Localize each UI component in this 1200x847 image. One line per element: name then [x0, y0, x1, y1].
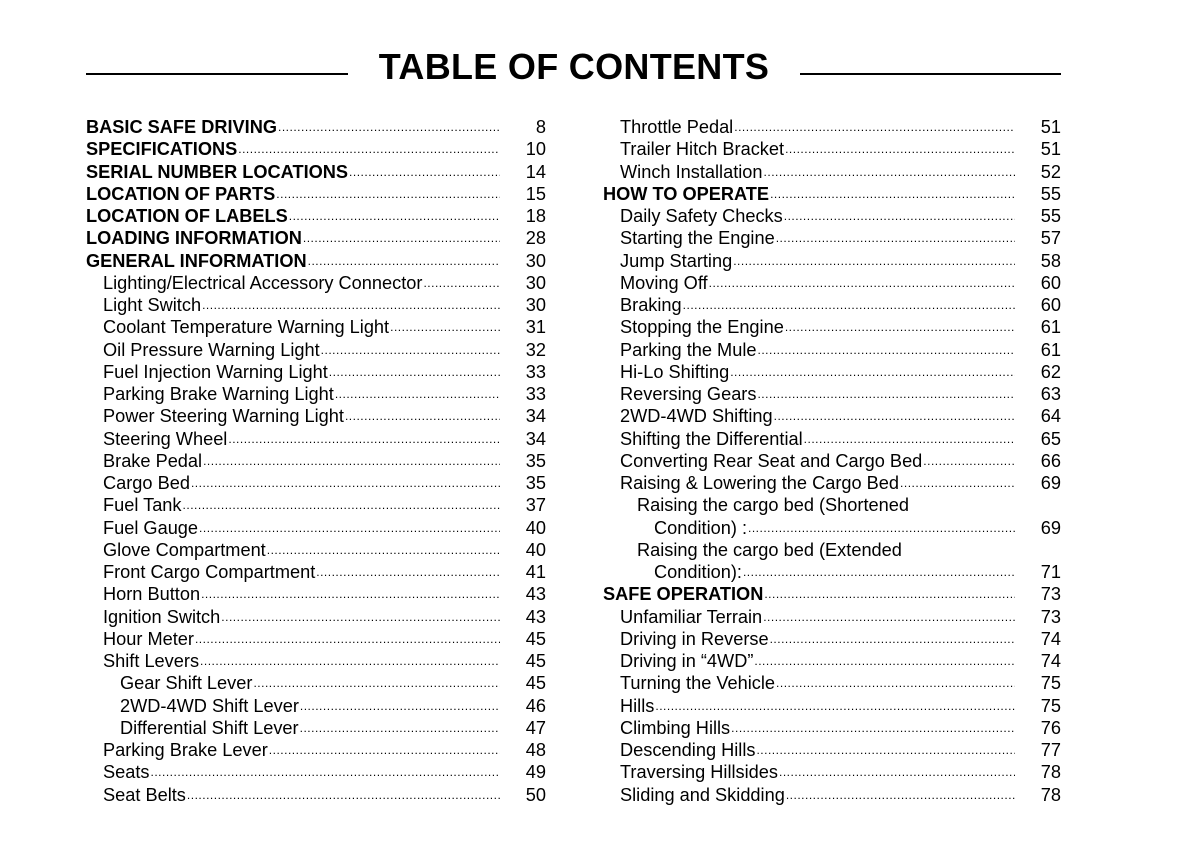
dot-leader	[345, 403, 500, 427]
toc-page-number: 58	[1040, 250, 1061, 271]
toc-entry-label: SAFE OPERATION	[603, 584, 764, 605]
toc-entry[interactable]	[603, 361, 1061, 383]
dot-leader	[770, 181, 1015, 205]
dot-leader	[785, 314, 1015, 338]
toc-page-number: 14	[525, 161, 546, 182]
dot-leader	[276, 181, 500, 205]
toc-page-number: 47	[525, 717, 546, 738]
toc-entry-label: 2WD-4WD Shifting	[620, 406, 773, 427]
dot-leader	[300, 693, 500, 717]
dot-leader	[187, 782, 500, 806]
toc-entry-label: Fuel Gauge	[103, 517, 199, 538]
toc-entry[interactable]	[603, 450, 1061, 472]
dot-leader	[183, 492, 500, 516]
toc-page-number: 61	[1040, 339, 1061, 360]
toc-entry[interactable]	[603, 294, 1061, 316]
toc-entry-label: LOADING INFORMATION	[86, 228, 302, 249]
toc-page-number: 52	[1040, 161, 1061, 182]
toc-entry-label: Sliding and Skidding	[620, 784, 785, 805]
toc-page-number: 63	[1040, 384, 1061, 404]
toc-entry-label: Lighting/Electrical Accessory Connector	[103, 272, 423, 293]
toc-page-number: 60	[1040, 295, 1061, 315]
toc-entry-label: Climbing Hills	[620, 717, 731, 738]
dot-leader	[316, 559, 500, 583]
toc-entry-label: Coolant Temperature Warning Light	[103, 317, 390, 338]
toc-entry[interactable]	[603, 628, 1061, 650]
toc-page-number: 40	[525, 517, 546, 538]
toc-header	[0, 40, 1200, 104]
toc-entry[interactable]	[603, 494, 1061, 516]
toc-page-number: 57	[1040, 228, 1061, 249]
toc-page-number: 78	[1040, 784, 1061, 805]
toc-entry-label: GENERAL INFORMATION	[86, 250, 307, 271]
toc-page-number: 78	[1040, 762, 1061, 783]
toc-page-number: 66	[1040, 450, 1061, 471]
toc-entry-label: Seat Belts	[103, 784, 186, 805]
toc-entry[interactable]	[86, 361, 546, 383]
toc-page-number: 61	[1040, 317, 1061, 338]
toc-entry-label: HOW TO OPERATE	[603, 183, 770, 204]
toc-entry[interactable]	[603, 339, 1061, 361]
toc-entry-label: SPECIFICATIONS	[86, 139, 238, 160]
dot-leader	[201, 581, 500, 605]
toc-entry[interactable]	[603, 717, 1061, 739]
toc-entry-label: SERIAL NUMBER LOCATIONS	[86, 161, 349, 182]
title-rule-left	[86, 73, 348, 75]
toc-page-number: 69	[1040, 517, 1061, 538]
toc-entry-label: Brake Pedal	[103, 450, 203, 471]
toc-entry[interactable]	[86, 383, 546, 405]
toc-entry[interactable]	[86, 428, 546, 450]
toc-entry-label: Stopping the Engine	[620, 317, 784, 338]
toc-section-entry[interactable]	[603, 583, 1061, 605]
dot-leader	[238, 136, 500, 160]
toc-entry[interactable]	[603, 761, 1061, 783]
toc-entry[interactable]	[86, 472, 546, 494]
dot-leader	[655, 693, 1015, 717]
title-rule-right	[800, 73, 1061, 75]
toc-page-number: 43	[525, 584, 546, 605]
toc-entry-label: Parking the Mule	[620, 339, 757, 360]
dot-leader	[784, 203, 1015, 227]
toc-page-number: 64	[1040, 406, 1061, 427]
dot-leader	[199, 515, 500, 539]
toc-entry-label: Turning the Vehicle	[620, 673, 776, 694]
toc-page-number: 30	[525, 295, 546, 315]
dot-leader	[267, 537, 500, 561]
toc-entry-label: Hills	[620, 695, 655, 716]
dot-leader	[335, 381, 500, 405]
toc-page-number: 31	[525, 317, 546, 338]
toc-entry[interactable]	[603, 561, 1061, 583]
dot-leader	[202, 292, 500, 316]
toc-section-entry[interactable]	[86, 227, 546, 249]
toc-entry-label: Converting Rear Seat and Cargo Bed	[620, 450, 923, 471]
toc-entry-label: Moving Off	[620, 272, 708, 293]
dot-leader	[756, 737, 1015, 761]
toc-entry[interactable]	[86, 784, 546, 806]
dot-leader	[269, 737, 500, 761]
toc-entry-label: Descending Hills	[620, 740, 756, 760]
toc-entry[interactable]	[603, 205, 1061, 227]
toc-entry-label: Parking Brake Lever	[103, 740, 268, 760]
toc-entry[interactable]	[86, 739, 546, 761]
toc-entry-label: Shift Levers	[103, 651, 200, 671]
toc-section-entry[interactable]	[86, 183, 546, 205]
dot-leader	[743, 559, 1015, 583]
toc-entry[interactable]	[603, 138, 1061, 160]
toc-entry-label: Traversing Hillsides	[620, 762, 779, 783]
toc-page-number: 71	[1040, 562, 1061, 582]
toc-entry[interactable]	[603, 316, 1061, 338]
dot-leader	[390, 314, 500, 338]
toc-entry-label: Front Cargo Compartment	[103, 562, 316, 582]
toc-entry[interactable]	[603, 272, 1061, 294]
toc-entry-label: Unfamiliar Terrain	[620, 606, 763, 627]
page-title: TABLE OF CONTENTS	[378, 46, 770, 87]
toc-page-number: 73	[1040, 584, 1061, 605]
toc-entry-label: Seats	[103, 762, 150, 783]
toc-entry[interactable]	[603, 161, 1061, 183]
toc-page-number: 51	[1040, 117, 1061, 137]
dot-leader	[754, 648, 1015, 672]
toc-entry[interactable]	[86, 672, 546, 694]
toc-page-number: 45	[525, 651, 546, 671]
dot-leader	[151, 759, 500, 783]
toc-section-entry[interactable]	[86, 116, 546, 138]
toc-entry[interactable]	[86, 583, 546, 605]
toc-entry[interactable]	[86, 339, 546, 361]
toc-page-number: 74	[1040, 651, 1061, 671]
dot-leader	[776, 670, 1015, 694]
toc-page-number: 62	[1040, 361, 1061, 382]
toc-page-number: 73	[1040, 606, 1061, 627]
toc-page-number: 8	[535, 117, 546, 137]
dot-leader	[757, 381, 1015, 405]
toc-section-entry[interactable]	[86, 250, 546, 272]
toc-entry-label: Ignition Switch	[103, 606, 221, 627]
dot-leader	[776, 225, 1015, 249]
toc-page-number: 34	[525, 428, 546, 449]
dot-leader	[804, 426, 1015, 450]
toc-entry-label: Hour Meter	[103, 628, 194, 649]
dot-leader	[200, 648, 500, 672]
toc-entry[interactable]	[86, 539, 546, 561]
dot-leader	[300, 715, 500, 739]
toc-entry-label: Cargo Bed	[103, 473, 190, 493]
toc-entry-label: LOCATION OF LABELS	[86, 206, 288, 226]
toc-page-number: 37	[525, 495, 546, 516]
toc-entry-label: 2WD-4WD Shift Lever	[120, 695, 299, 716]
dot-leader	[203, 448, 500, 472]
toc-page-number: 35	[525, 473, 546, 493]
toc-entry-label: Gear Shift Lever	[120, 673, 253, 694]
toc-entry[interactable]	[603, 739, 1061, 761]
dot-leader	[764, 581, 1015, 605]
toc-entry-label: Winch Installation	[620, 161, 763, 182]
toc-entry-label: Power Steering Warning Light	[103, 406, 344, 427]
dot-leader	[329, 359, 500, 383]
dot-leader	[786, 782, 1015, 806]
toc-page-number: 76	[1040, 717, 1061, 738]
toc-page-number: 43	[525, 606, 546, 627]
toc-page-number: 41	[525, 562, 546, 582]
dot-leader	[734, 114, 1015, 138]
toc-entry[interactable]	[603, 539, 1061, 561]
toc-section-entry[interactable]	[86, 161, 546, 183]
toc-entry[interactable]	[603, 227, 1061, 249]
toc-page-number: 51	[1040, 139, 1061, 160]
toc-page-number: 75	[1040, 673, 1061, 694]
toc-page-number: 30	[525, 250, 546, 271]
toc-entry-label: Raising the cargo bed (Extended	[637, 539, 902, 560]
dot-leader	[785, 136, 1015, 160]
dot-leader	[764, 159, 1015, 183]
toc-entry-label: Reversing Gears	[620, 384, 757, 404]
toc-entry-label: Hi-Lo Shifting	[620, 361, 730, 382]
toc-page-number: 74	[1040, 628, 1061, 649]
toc-page-number: 69	[1040, 473, 1061, 493]
toc-entry-label: Light Switch	[103, 295, 202, 315]
toc-page-number: 33	[525, 384, 546, 404]
dot-leader	[770, 626, 1015, 650]
dot-leader	[195, 626, 500, 650]
toc-entry[interactable]	[86, 405, 546, 427]
dot-leader	[763, 604, 1015, 628]
toc-entry[interactable]	[86, 695, 546, 717]
dot-leader	[731, 715, 1015, 739]
toc-entry-label: Throttle Pedal	[620, 117, 734, 137]
toc-entry-label: Shifting the Differential	[620, 428, 803, 449]
dot-leader	[683, 292, 1015, 316]
toc-page-number: 45	[525, 628, 546, 649]
dot-leader	[289, 203, 500, 227]
dot-leader	[779, 759, 1015, 783]
toc-section-entry[interactable]	[86, 205, 546, 227]
dot-leader	[253, 670, 500, 694]
dot-leader	[321, 337, 500, 361]
toc-entry[interactable]	[603, 672, 1061, 694]
toc-entry-label: Driving in “4WD”	[620, 651, 754, 671]
toc-entry[interactable]	[603, 250, 1061, 272]
toc-entry[interactable]	[86, 294, 546, 316]
toc-entry-label: Trailer Hitch Bracket	[620, 139, 785, 160]
toc-entry-label: Daily Safety Checks	[620, 206, 783, 226]
toc-page-number: 10	[525, 139, 546, 160]
toc-entry[interactable]	[603, 606, 1061, 628]
toc-column-right	[603, 116, 1061, 806]
dot-leader	[278, 114, 500, 138]
dot-leader	[308, 248, 500, 272]
toc-page-number: 46	[525, 695, 546, 716]
toc-entry-label: BASIC SAFE DRIVING	[86, 117, 277, 137]
toc-page-number: 77	[1040, 740, 1061, 760]
toc-page-number: 65	[1040, 428, 1061, 449]
toc-page-number: 40	[525, 539, 546, 560]
toc-entry-label: Oil Pressure Warning Light	[103, 339, 320, 360]
toc-entry[interactable]	[86, 761, 546, 783]
toc-entry-label: Jump Starting	[620, 250, 733, 271]
dot-leader	[748, 515, 1015, 539]
dot-leader	[423, 270, 500, 294]
toc-entry-label: Condition):	[654, 562, 742, 582]
toc-entry[interactable]	[603, 650, 1061, 672]
toc-column-left	[86, 116, 546, 806]
dot-leader	[900, 470, 1015, 494]
toc-entry[interactable]	[603, 405, 1061, 427]
dot-leader	[757, 337, 1015, 361]
dot-leader	[303, 225, 500, 249]
toc-page-number: 34	[525, 406, 546, 427]
toc-page-number: 75	[1040, 695, 1061, 716]
dot-leader	[730, 359, 1015, 383]
dot-leader	[774, 403, 1015, 427]
dot-leader	[733, 248, 1015, 272]
toc-page-number: 50	[525, 784, 546, 805]
dot-leader	[349, 159, 500, 183]
dot-leader	[221, 604, 500, 628]
toc-page-number: 33	[525, 361, 546, 382]
toc-section-entry[interactable]	[86, 138, 546, 160]
toc-entry-label: Starting the Engine	[620, 228, 775, 249]
toc-page-number: 32	[525, 339, 546, 360]
toc-entry[interactable]	[603, 517, 1061, 539]
toc-page-number: 35	[525, 450, 546, 471]
toc-entry[interactable]	[86, 606, 546, 628]
toc-entry-label: LOCATION OF PARTS	[86, 183, 276, 204]
toc-entry[interactable]	[603, 116, 1061, 138]
toc-entry-label: Horn Button	[103, 584, 201, 605]
toc-entry-label: Steering Wheel	[103, 428, 228, 449]
toc-entry[interactable]	[86, 517, 546, 539]
toc-entry[interactable]	[86, 561, 546, 583]
toc-entry-label: Fuel Tank	[103, 495, 182, 516]
toc-page-number: 55	[1040, 183, 1061, 204]
toc-page-number: 30	[525, 272, 546, 293]
toc-entry[interactable]	[603, 428, 1061, 450]
toc-entry[interactable]	[603, 472, 1061, 494]
toc-section-entry[interactable]	[603, 183, 1061, 205]
toc-page-number: 60	[1040, 272, 1061, 293]
dot-leader	[228, 426, 500, 450]
toc-page-number: 28	[525, 228, 546, 249]
dot-leader	[191, 470, 500, 494]
toc-entry-label: Parking Brake Warning Light	[103, 384, 334, 404]
toc-entry-label: Glove Compartment	[103, 539, 266, 560]
dot-leader	[923, 448, 1015, 472]
toc-entry[interactable]	[86, 650, 546, 672]
toc-entry-label: Differential Shift Lever	[120, 717, 299, 738]
toc-page-number: 55	[1040, 206, 1061, 226]
toc-entry-label: Driving in Reverse	[620, 628, 769, 649]
toc-entry-label: Braking	[620, 295, 682, 315]
toc-page-number: 15	[525, 183, 546, 204]
toc-entry[interactable]	[603, 383, 1061, 405]
toc-entry[interactable]	[86, 450, 546, 472]
toc-entry-label: Raising the cargo bed (Shortened	[637, 495, 909, 516]
toc-page-number: 45	[525, 673, 546, 694]
toc-entry[interactable]	[603, 695, 1061, 717]
toc-page-number: 48	[525, 740, 546, 760]
toc-entry[interactable]	[603, 784, 1061, 806]
toc-entry-label: Raising & Lowering the Cargo Bed	[620, 473, 900, 493]
toc-page-number: 18	[525, 206, 546, 226]
toc-entry[interactable]	[86, 272, 546, 294]
toc-page-number: 49	[525, 762, 546, 783]
toc-entry[interactable]	[86, 316, 546, 338]
toc-entry-label: Fuel Injection Warning Light	[103, 361, 328, 382]
toc-entry[interactable]	[86, 494, 546, 516]
toc-entry[interactable]	[86, 717, 546, 739]
dot-leader	[709, 270, 1015, 294]
toc-entry[interactable]	[86, 628, 546, 650]
toc-entry-label: Condition) :	[654, 517, 748, 538]
